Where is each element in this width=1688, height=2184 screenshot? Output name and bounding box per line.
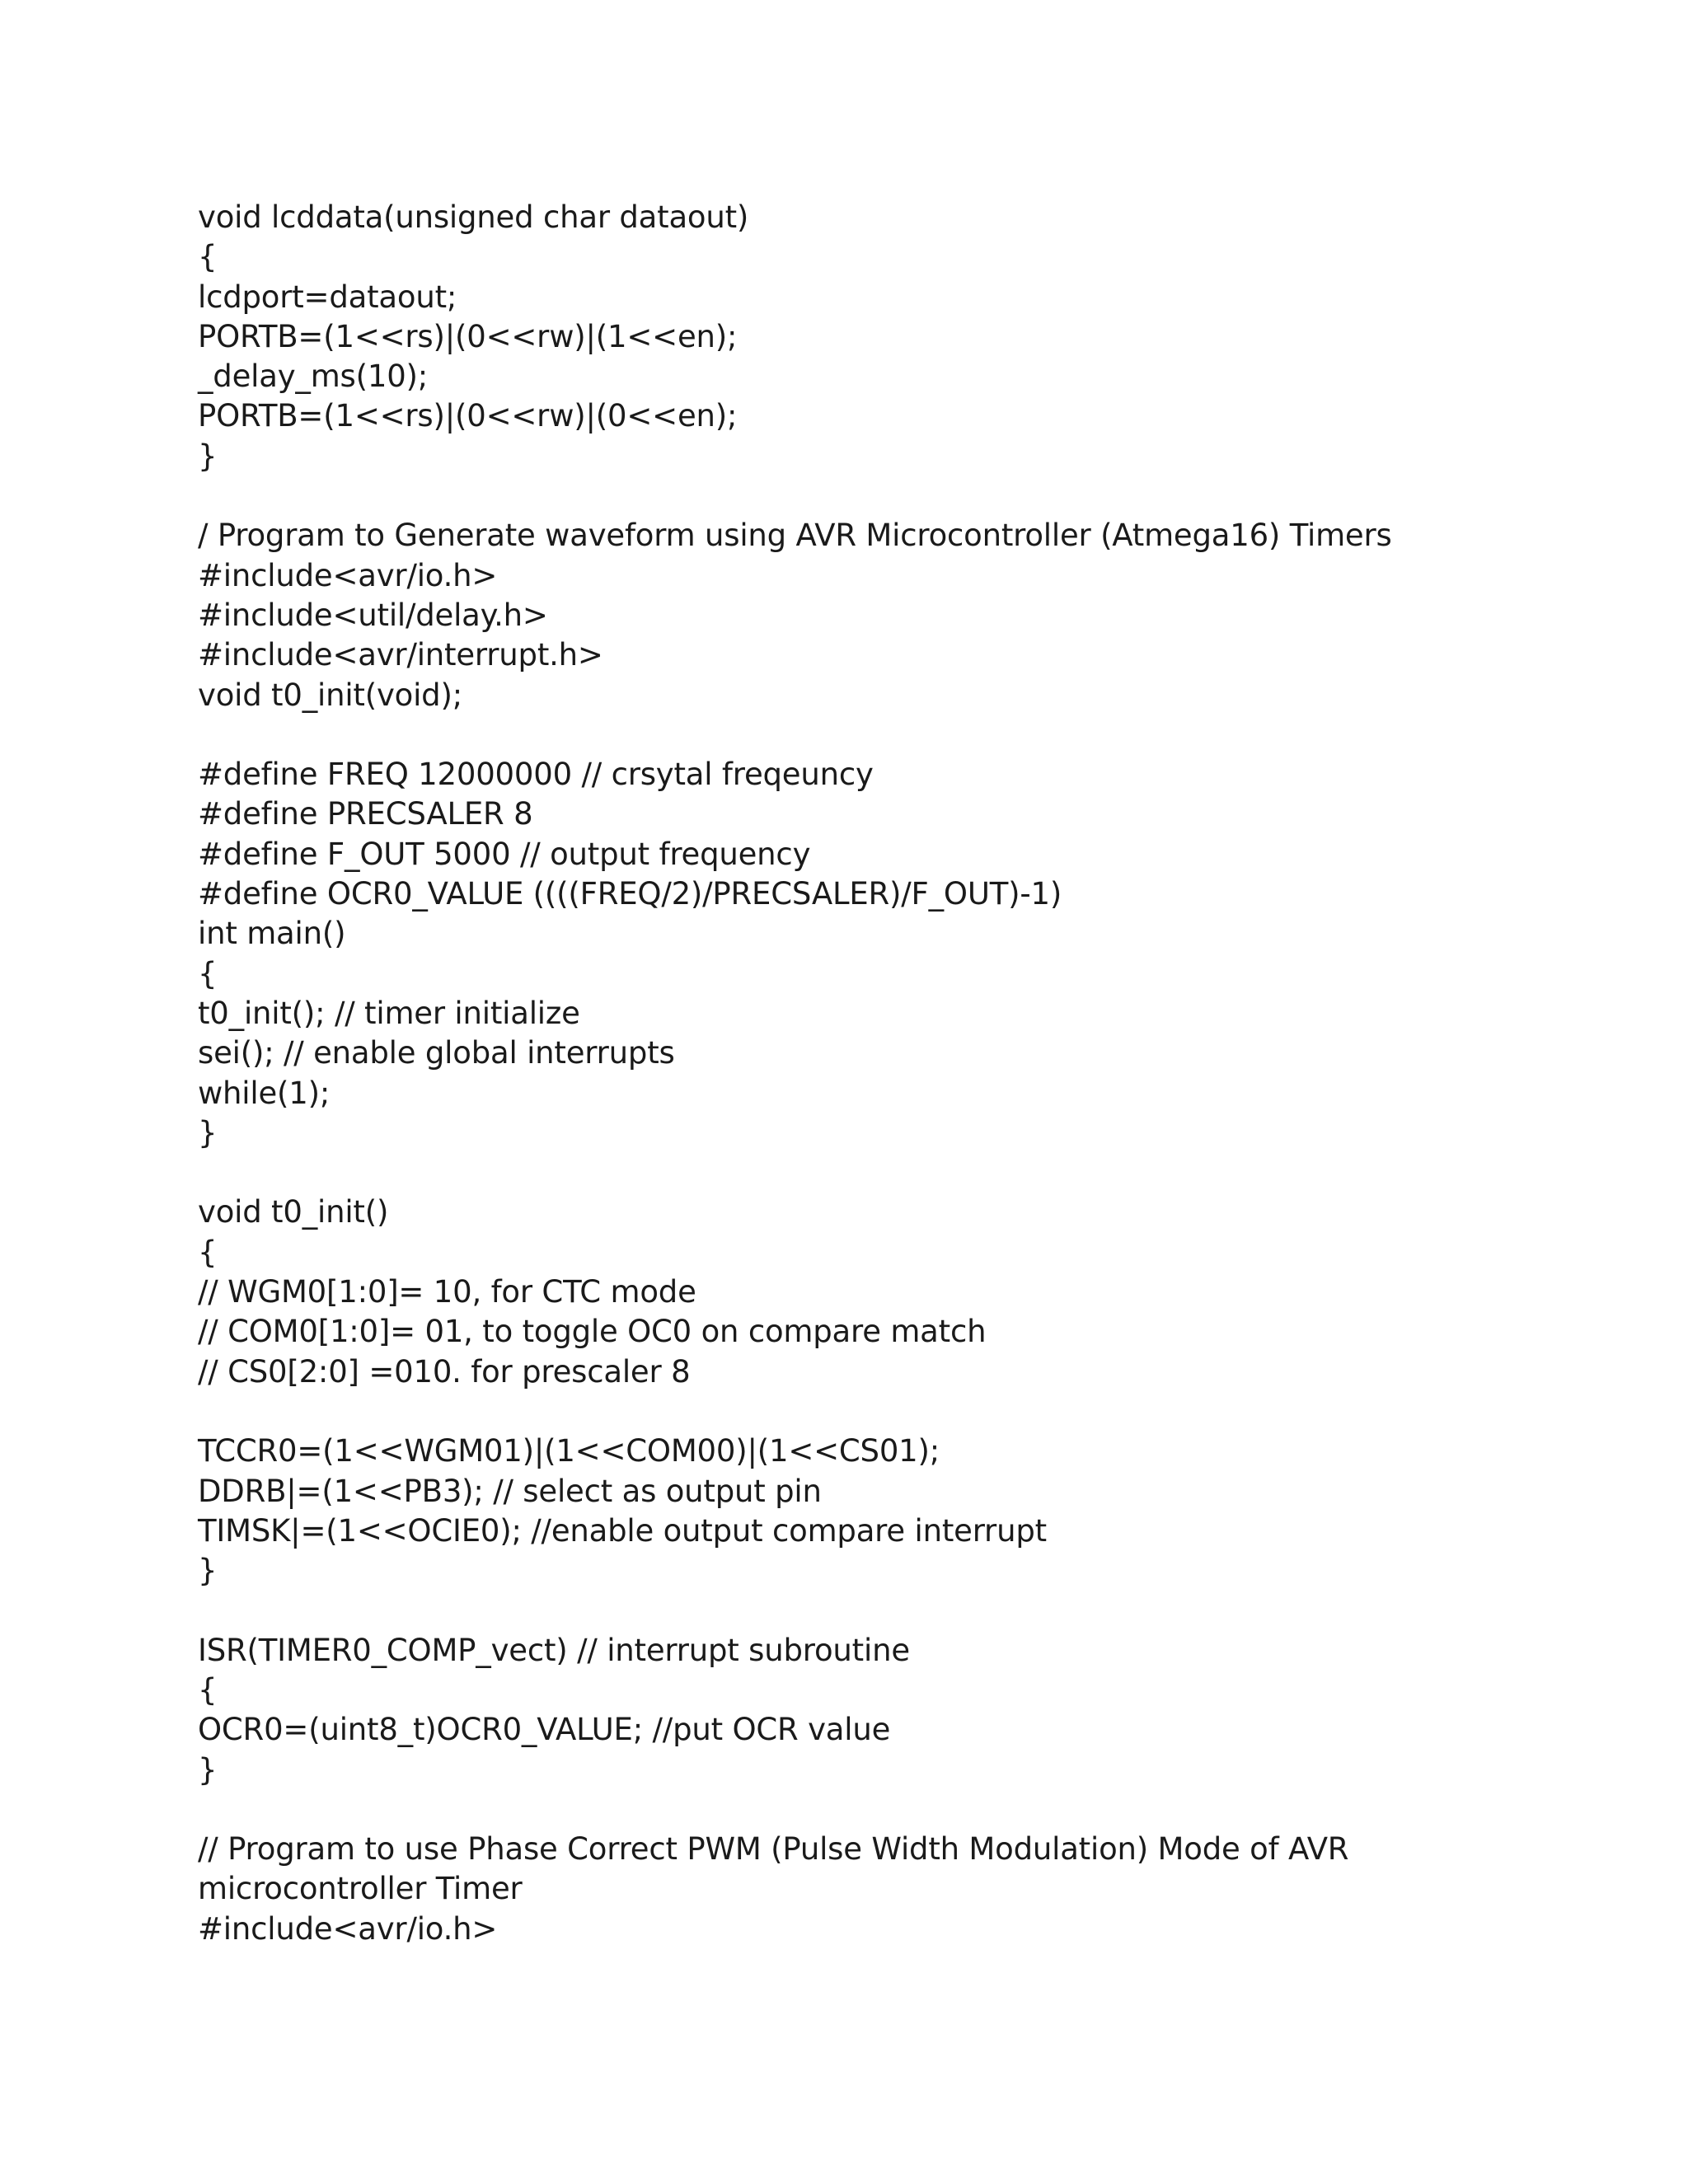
blank-line (198, 1153, 1599, 1193)
code-line: t0_init(); // timer initialize (198, 995, 580, 1031)
code-line: TCCR0=(1<<WGM01)|(1<<COM00)|(1<<CS01); (198, 1433, 940, 1469)
code-line: / Program to Generate waveform using AVR Microcontroller (Atmega16) Timers (198, 518, 1392, 554)
code-line: #define FREQ 12000000 // crsytal freqeuncy (198, 757, 874, 793)
code-line: microcontroller Timer (198, 1871, 523, 1907)
blank-line (198, 1392, 1599, 1432)
code-line: } (198, 1751, 218, 1788)
code-line: } (198, 1114, 218, 1151)
code-line: OCR0=(uint8_t)OCR0_VALUE; //put OCR value (198, 1712, 891, 1748)
code-line: #include<util/delay.h> (198, 597, 548, 633)
code-line: PORTB=(1<<rs)|(0<<rw)|(1<<en); (198, 318, 738, 354)
code-line: #include<avr/interrupt.h> (198, 637, 603, 673)
code-line: TIMSK|=(1<<OCIE0); //enable output compare interrupt (198, 1512, 1047, 1549)
code-line: DDRB|=(1<<PB3); // select as output pin (198, 1473, 822, 1509)
code-line: ISR(TIMER0_COMP_vect) // interrupt subroutine (198, 1632, 910, 1668)
code-line: #include<avr/io.h> (198, 557, 498, 593)
code-line: void t0_init() (198, 1194, 389, 1230)
code-line: void t0_init(void); (198, 677, 462, 713)
code-line: { (198, 1234, 218, 1270)
code-line: #include<avr/io.h> (198, 1910, 498, 1947)
code-line: { (198, 239, 218, 275)
code-line: { (198, 955, 218, 991)
code-line: // COM0[1:0]= 01, to toggle OC0 on compare match (198, 1314, 987, 1350)
code-line: sei(); // enable global interrupts (198, 1035, 675, 1071)
code-line: lcdport=dataout; (198, 279, 457, 315)
code-line: } (198, 438, 218, 474)
code-line: _delay_ms(10); (198, 359, 429, 395)
blank-line (198, 1591, 1599, 1630)
blank-line (198, 1790, 1599, 1830)
code-line: #define F_OUT 5000 // output frequency (198, 836, 811, 872)
code-line: int main() (198, 916, 346, 952)
code-line: // Program to use Phase Correct PWM (Pulse Width Modulation) Mode of AVR (198, 1831, 1349, 1868)
code-line: PORTB=(1<<rs)|(0<<rw)|(0<<en); (198, 398, 738, 434)
code-line: #define OCR0_VALUE ((((FREQ/2)/PRECSALER)/F_OUT)-1) (198, 876, 1062, 912)
code-line: void lcddata(unsigned char dataout) (198, 199, 749, 235)
code-line: } (198, 1553, 218, 1589)
code-line: while(1); (198, 1075, 331, 1111)
blank-line (198, 476, 1599, 516)
code-listing (198, 198, 1599, 1949)
code-line: // CS0[2:0] =010. for prescaler 8 (198, 1353, 691, 1390)
code-line: #define PRECSALER 8 (198, 796, 533, 832)
blank-line (198, 715, 1599, 755)
code-line: { (198, 1671, 218, 1708)
code-line: // WGM0[1:0]= 10, for CTC mode (198, 1274, 696, 1310)
